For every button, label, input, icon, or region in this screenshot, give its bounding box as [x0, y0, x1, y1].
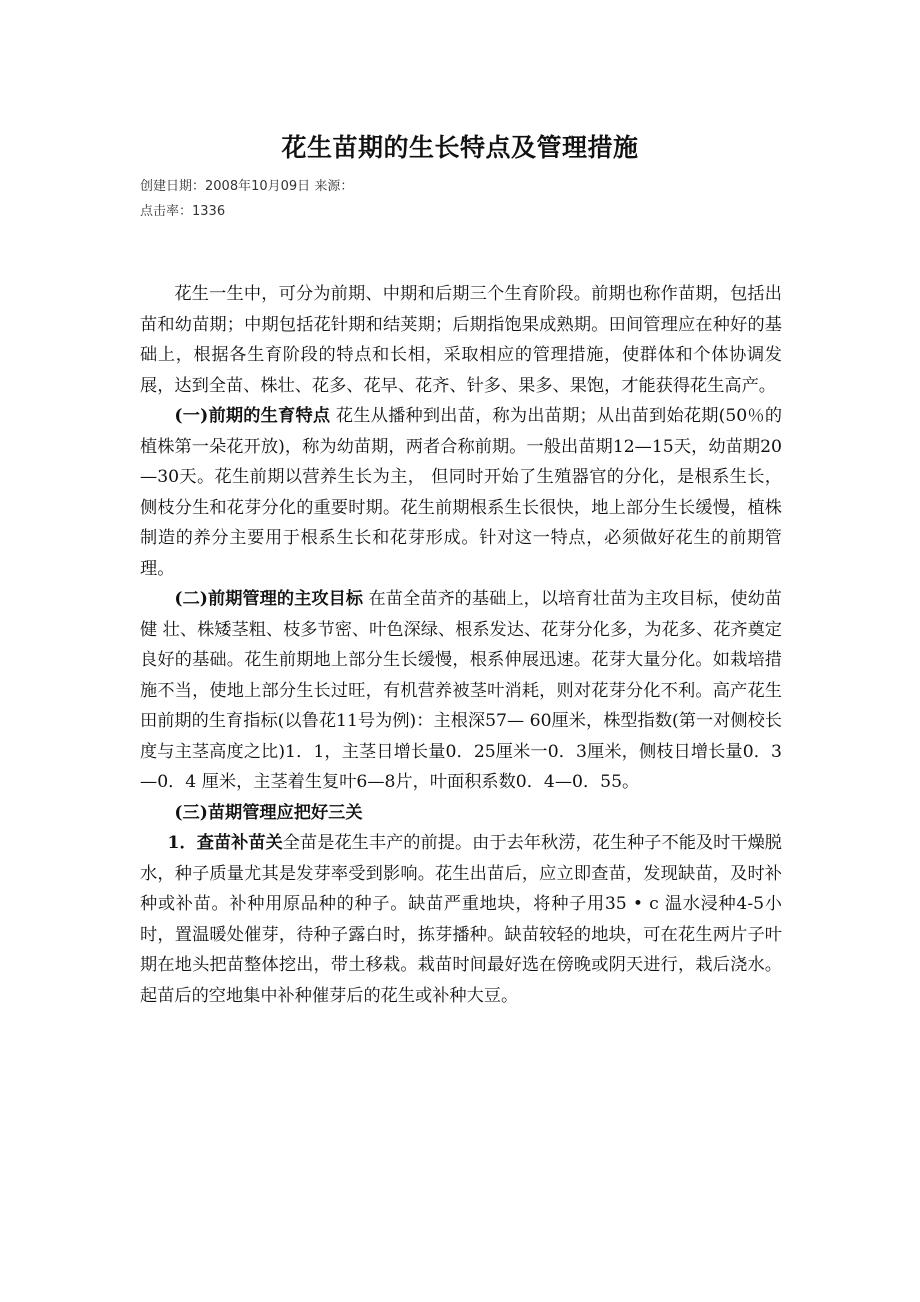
created-date-label: 创建日期： [140, 179, 206, 194]
paragraph-intro [140, 279, 782, 401]
source-label: 来源： [314, 179, 354, 194]
section-heading-1: (一)前期的生育特点 [174, 406, 331, 426]
section-heading-4: 1．查苗补苗关 [167, 833, 283, 853]
article-title: 花生苗期的生长特点及管理措施 [281, 133, 639, 162]
article-body [140, 279, 782, 1011]
paragraph-early-stage-features [140, 401, 782, 584]
paragraph-early-management-goal [140, 584, 782, 798]
paragraph-text-4: 全苗是花生丰产的前提。由于去年秋涝，花生种子不能及时干燥脱水，种子质量尤其是发芽率受到影响。花生出苗后，应立即查苗，发现缺苗，及时补种或补苗。补种用原品种的种子。缺苗严重地块，将种子用35 • c 温水浸种4-5小时，置温暖处催芽，待种子露白时，拣芽播种。缺苗较轻的地块，可在花生两片子叶期在地头把苗整体挖出，带土移栽。栽苗时间最好选在傍晚或阴天进行，栽后浇水。起苗后的空地集中补种催芽后的花生或补种大豆。 [140, 833, 782, 1006]
article-meta-created [140, 175, 353, 194]
section-heading-2: (二)前期管理的主攻目标 [174, 589, 364, 609]
paragraph-intro-text: 花生一生中，可分为前期、中期和后期三个生育阶段。前期也称作苗期，包括出苗和幼苗期；中期包括花针期和结荚期；后期指饱果成熟期。田间管理应在种好的基础上，根据各生育阶段的特点和长相，采取相应的管理措施，使群体和个体协调发展，达到全苗、株壮、花多、花早、花齐、针多、果多、果饱，才能获得花生高产。 [140, 284, 782, 396]
click-rate-value: 1336 [192, 204, 226, 219]
created-date-value: 2008年10月09日 [205, 179, 311, 194]
paragraph-three-checkpoints [140, 798, 782, 829]
paragraph-text-1: 花生从播种到出苗，称为出苗期；从出苗到始花期(50％的植株第一朵花开放)，称为幼苗期，两者合称前期。一般出苗期12—15天，幼苗期20—30天。花生前期以营养生长为主， 但同时开始了生殖器官的分化，是根系生长，侧枝分生和花芽分化的重要时期。花生前期根系生长很快，地上部分生长缓慢，植株制造的养分主要用于根系生长和花芽形成。针对这一特点，必须做好花生的前期管理。 [140, 406, 783, 579]
section-heading-3: (三)苗期管理应把好三关 [174, 802, 363, 823]
paragraph-check-replant [140, 828, 782, 1011]
article-meta-clicks [140, 200, 225, 219]
click-rate-label: 点击率： [140, 204, 193, 219]
paragraph-text-2: 在苗全苗齐的基础上，以培育壮苗为主攻目标，使幼苗健 壮、株矮茎粗、枝多节密、叶色深绿、根系发达、花芽分化多，为花多、花齐奠定良好的基础。花生前期地上部分生长缓慢，根系伸展迅速。花芽大量分化。如栽培措施不当，使地上部分生长过旺，有机营养被茎叶消耗，则对花芽分化不利。高产花生田前期的生育指标(以鲁花11号为例)：主根深57— 60厘米，株型指数(第一对侧校长度与主茎高度之比)1．1，主茎日增长量0．25厘米一0．3厘米，侧枝日增长量0．3—0．4 厘米，主茎着生复叶6—8片，叶面积系数0．4—0．55。 [140, 589, 782, 792]
